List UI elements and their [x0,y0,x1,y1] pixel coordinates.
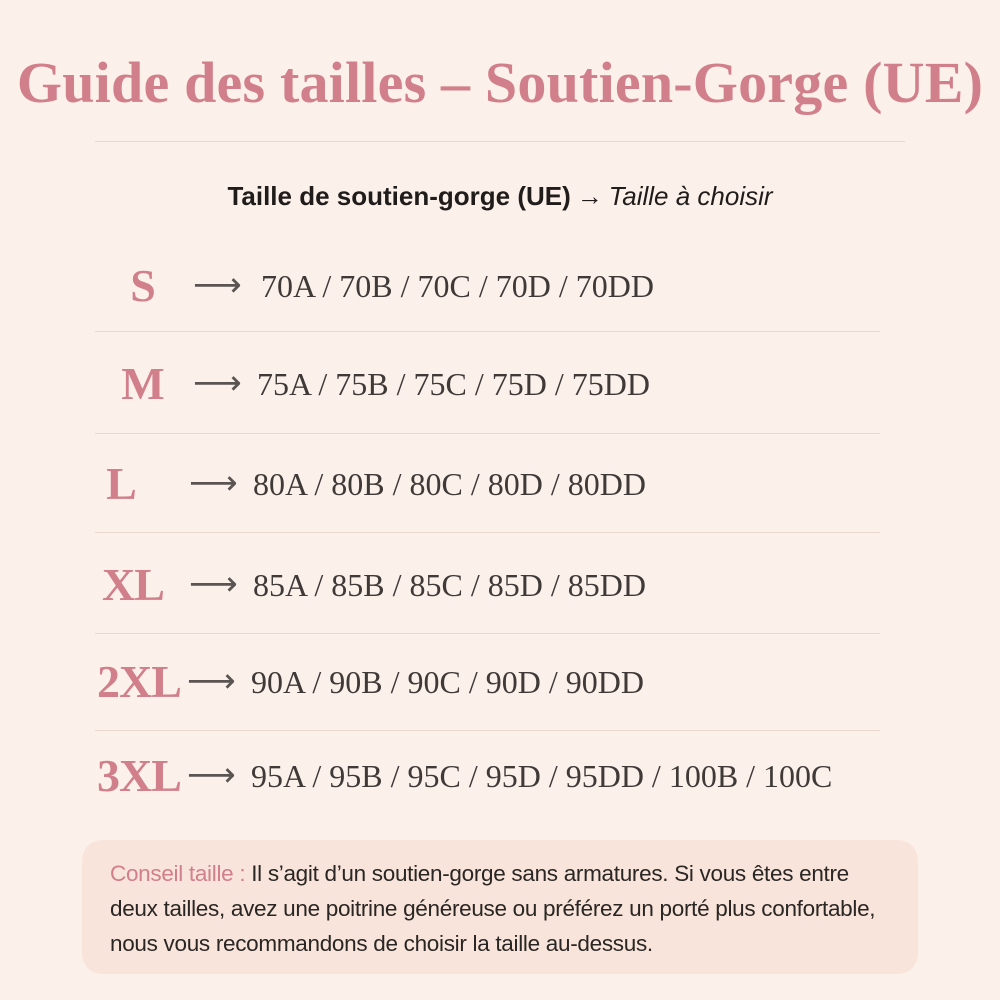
header-choice-label: Taille à choisir [608,181,773,211]
arrow-icon: ⟶ [193,265,242,305]
size-advice-box [82,840,918,974]
size-row-l [95,454,880,514]
table-header [0,178,1000,214]
cup-sizes: 90A / 90B / 90C / 90D / 90DD [251,664,644,700]
size-label: 2XL [97,656,181,707]
size-row-xl [95,555,880,615]
title-divider [95,141,905,142]
cup-sizes: 75A / 75B / 75C / 75D / 75DD [257,366,650,402]
header-size-label: Taille de soutien-gorge (UE) [227,181,571,211]
cup-sizes: 95A / 95B / 95C / 95D / 95DD / 100B / 100C [251,758,833,794]
page-title: Guide des tailles – Soutien-Gorge (UE) [16,50,984,115]
size-label: 3XL [97,750,181,801]
size-advice-text [110,856,900,961]
arrow-icon: ⟶ [193,363,242,403]
row-divider [95,331,880,332]
cup-sizes: 70A / 70B / 70C / 70D / 70DD [261,268,654,304]
size-label: S [130,260,155,311]
row-divider [95,730,880,731]
size-label: L [106,458,136,509]
row-divider [95,532,880,533]
row-divider [95,433,880,434]
size-row-3xl [95,746,880,806]
cup-sizes: 80A / 80B / 80C / 80D / 80DD [253,466,646,502]
size-advice-label: Conseil taille : [110,861,246,886]
size-advice-body: Il s’agit d’un soutien-gorge sans armatures. Si vous êtes entre deux tailles, avez une poitrine généreuse ou préférez un porté plus confortable, nous vous recommandons de choisir la taille au-dessus. [110,861,876,956]
arrow-icon: ⟶ [189,564,238,604]
size-row-2xl [95,652,880,712]
cup-sizes: 85A / 85B / 85C / 85D / 85DD [253,567,646,603]
arrow-icon: ⟶ [187,755,236,795]
size-label: M [121,358,164,409]
size-label: XL [102,559,164,610]
arrow-icon: ⟶ [187,661,236,701]
size-row-m [95,354,880,414]
size-row-s [95,256,880,316]
header-arrow-icon: → [576,181,603,211]
arrow-icon: ⟶ [189,463,238,503]
row-divider [95,633,880,634]
